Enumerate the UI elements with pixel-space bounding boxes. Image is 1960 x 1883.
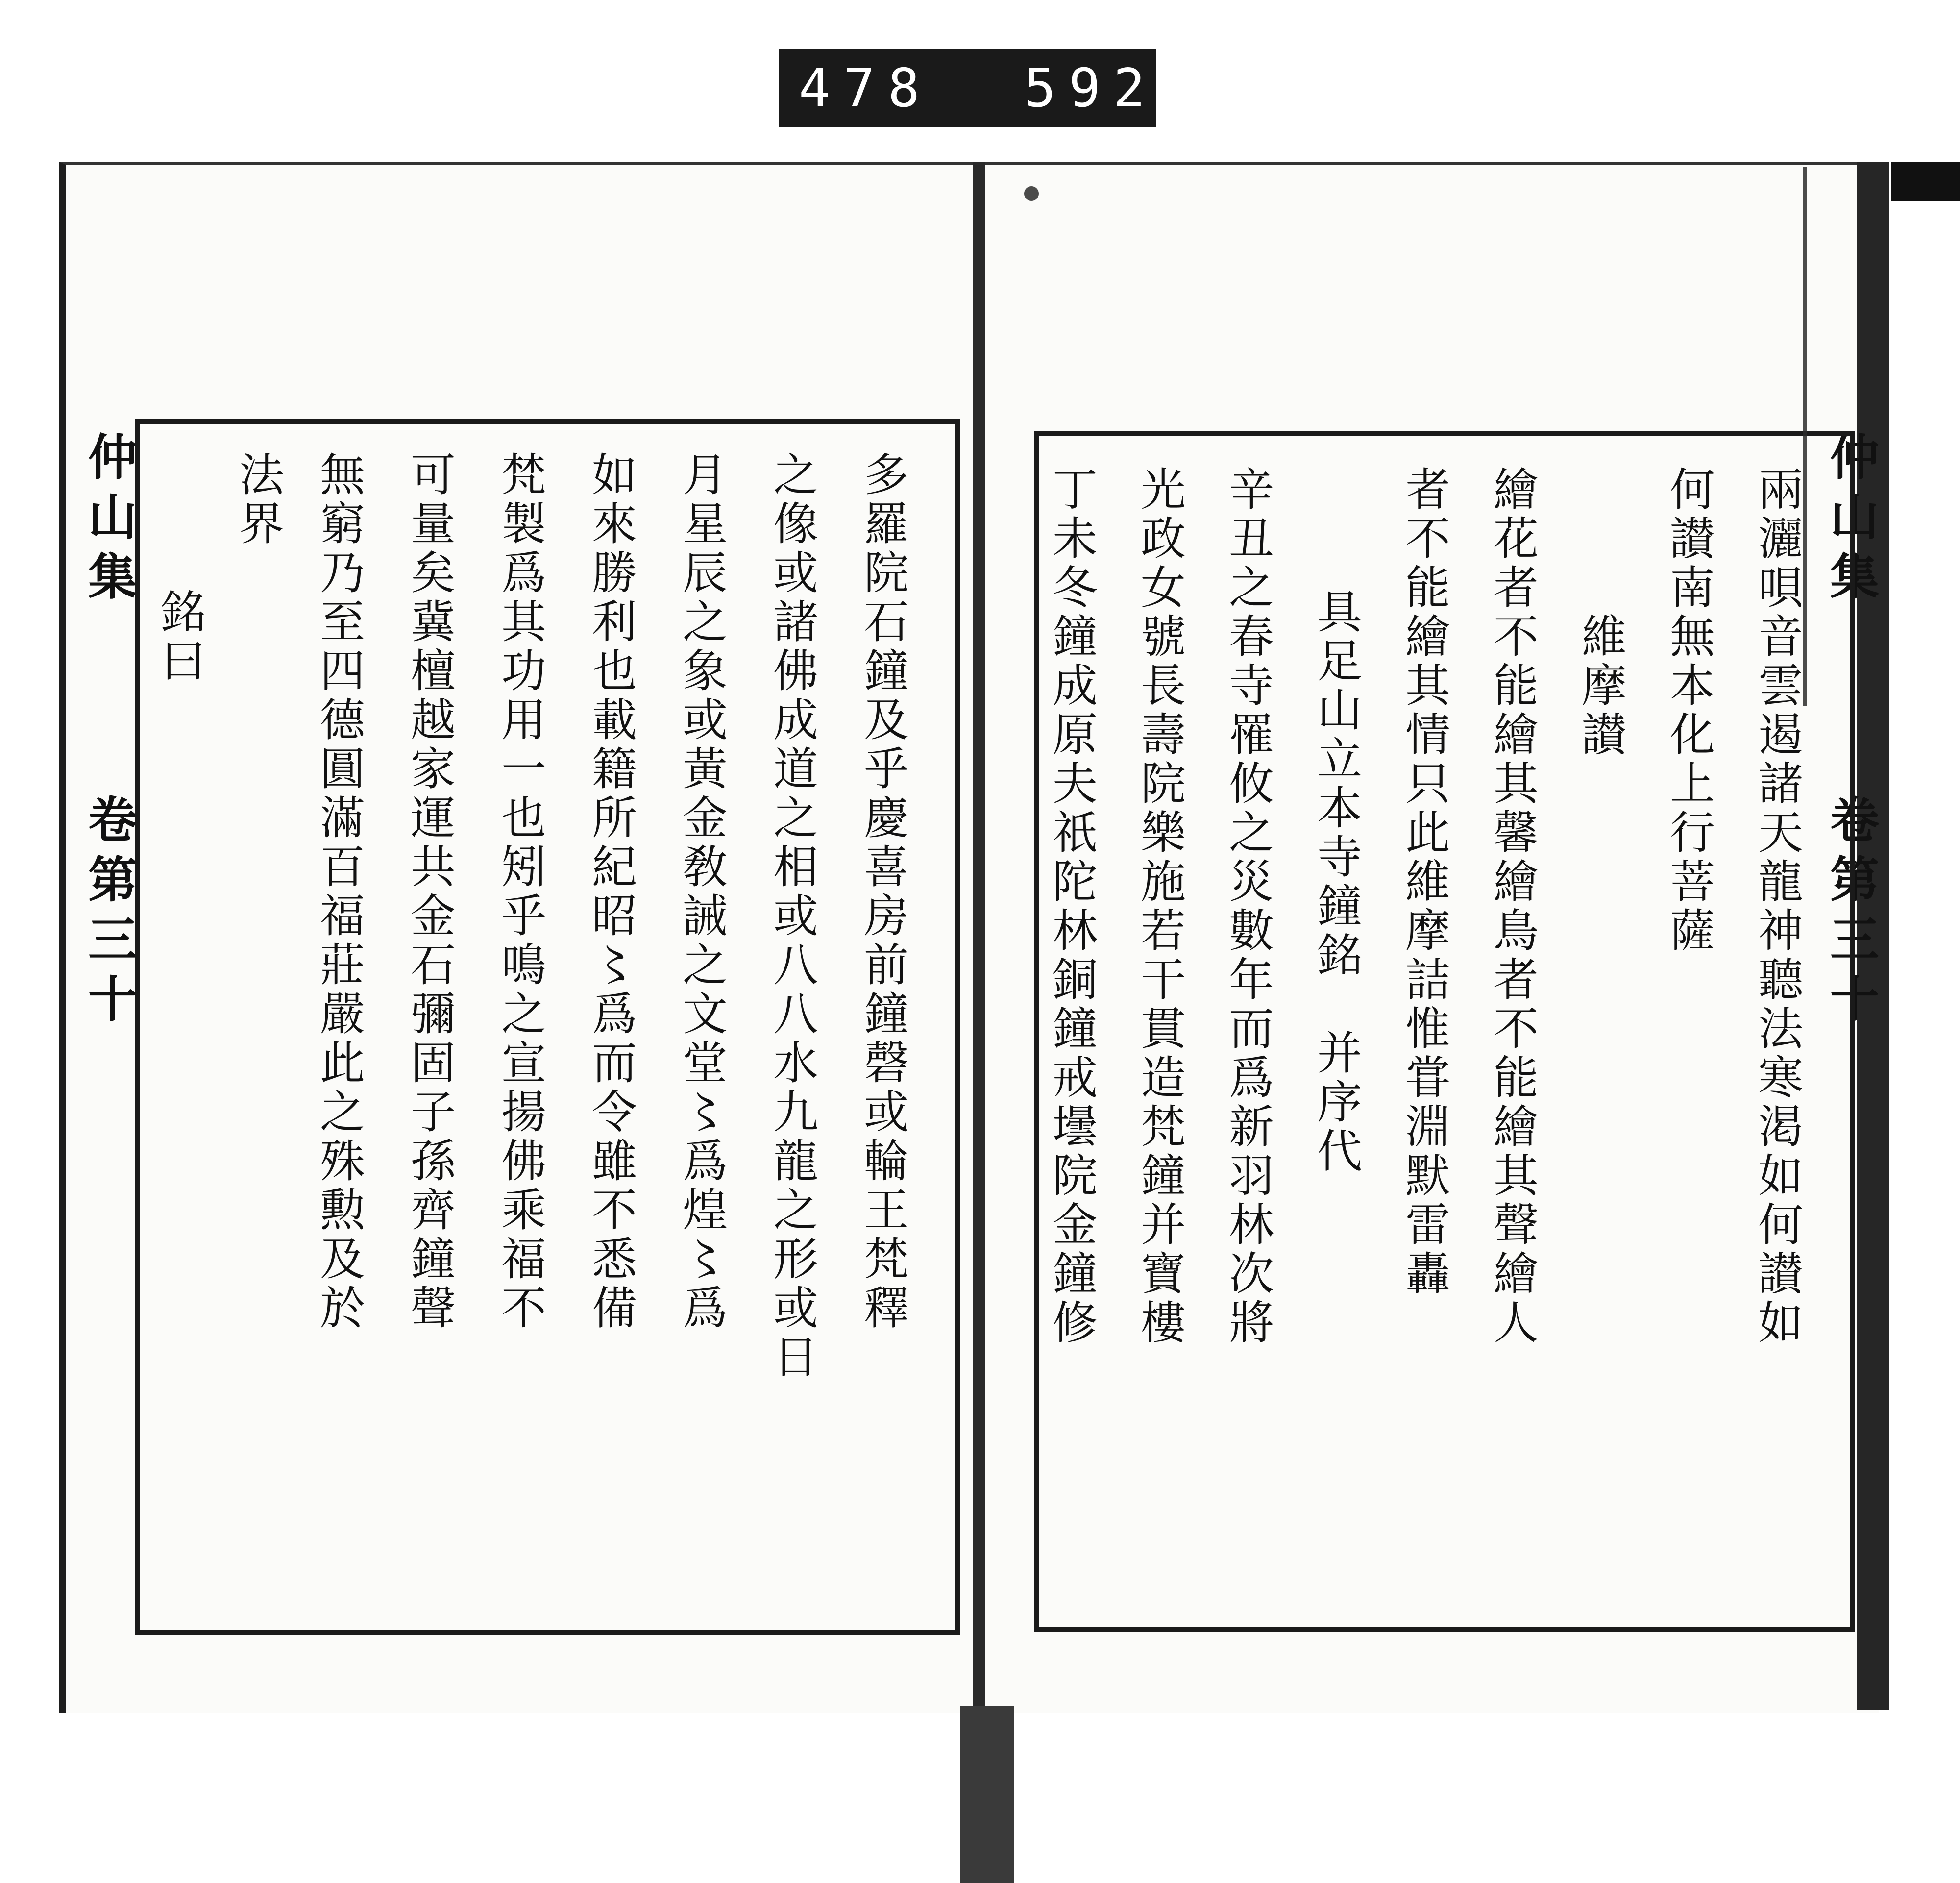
left-margin-volume: 卷第三十 (80, 794, 138, 1033)
left-text-frame (135, 419, 960, 1635)
archive-number-label (779, 49, 1156, 127)
right-text-column-2: 何讃南無本化上行菩薩 (1663, 466, 1715, 956)
left-text-column-7: 無窮乃至四德圓滿百福莊嚴此之殊勲及於 (313, 451, 365, 1333)
left-text-column-2: 之像或諸佛成道之相或八八水九龍之形或日 (766, 451, 818, 1382)
left-text-column-8: 法界 (232, 451, 284, 549)
right-text-column-8: 光政女號長壽院樂施若干貫造梵鐘并寶樓 (1133, 466, 1186, 1348)
right-text-column-7: 辛丑之春寺罹攸之災數年而爲新羽林次將 (1222, 466, 1274, 1348)
left-text-column-5: 梵製爲其功用一也矧乎鳴之宣揚佛乘福不 (494, 451, 546, 1333)
book-spine (973, 162, 985, 1883)
archive-number-right: 592 (1024, 58, 1158, 119)
archive-number-left: 478 (799, 58, 933, 119)
right-text-heading-yuima: 維摩讃 (1574, 613, 1627, 760)
page-edge-shadow (1803, 167, 1807, 706)
left-text-column-6: 可量矣冀檀越家運共金石彌固子孫齊鐘聲 (403, 451, 456, 1333)
left-margin-title: 仲山集 (80, 431, 138, 611)
right-text-column-5: 者不能繪其情只此維摩詰惟甞淵默雷轟 (1398, 466, 1450, 1299)
left-text-column-3: 月星辰之象或黃金敎誡之文堂〻爲煌〻爲 (675, 451, 728, 1333)
right-page-edge-rim (1891, 162, 1960, 201)
left-text-column-1: 多羅院石鐘及乎慶喜房前鐘磬或輪王梵釋 (857, 451, 909, 1333)
right-margin-volume: 卷第三十 (1822, 794, 1880, 1033)
left-text-column-4: 如來勝利也載籍所紀昭〻爲而令雖不悉備 (585, 451, 637, 1333)
right-text-column-9: 丁未冬鐘成原夫祇陀林銅鐘戒壜院金鐘修 (1045, 466, 1098, 1348)
right-text-column-4: 繪花者不能繪其馨繪鳥者不能繪其聲繪人 (1486, 466, 1539, 1348)
right-text-heading-bell: 具足山立本寺鐘銘 并序代 (1310, 588, 1362, 1176)
left-text-heading-inscription: 銘曰 (153, 588, 206, 686)
right-text-column-1: 兩灑唄音雲遏諸天龍神聽法寒渇如何讃如 (1751, 466, 1803, 1348)
book-spine-bottom (960, 1706, 1014, 1883)
ink-spot (1024, 186, 1039, 201)
right-margin-title: 仲山集 (1822, 431, 1880, 611)
